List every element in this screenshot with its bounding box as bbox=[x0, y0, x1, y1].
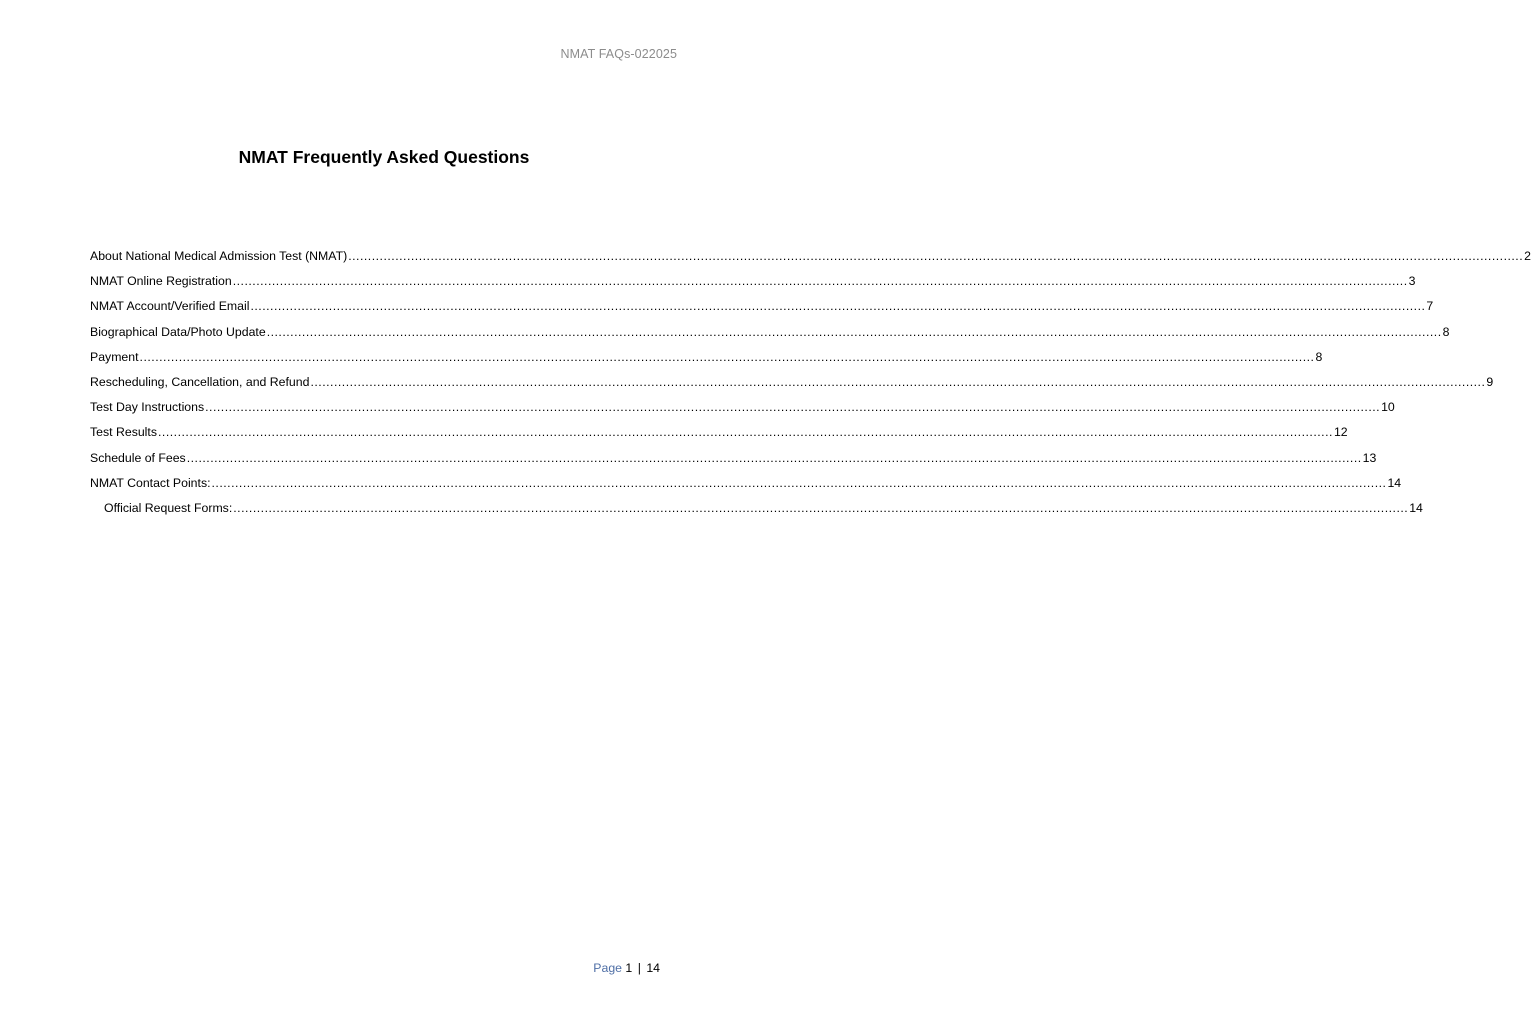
toc-entry-page-number: 8 bbox=[1442, 324, 1450, 339]
toc-entry[interactable] bbox=[90, 397, 1395, 422]
toc-entry-label: Official Request Forms: bbox=[104, 500, 233, 515]
toc-dot-leader: ............................................................................................................................................................................................................................................................................................................ bbox=[232, 274, 1408, 289]
toc-entry-page-number: 13 bbox=[1362, 450, 1377, 465]
toc-entry[interactable] bbox=[90, 271, 1416, 296]
toc-entry-label: NMAT Account/Verified Email bbox=[90, 299, 250, 314]
footer-separator: | bbox=[637, 961, 641, 975]
header-reference: NMAT FAQs-022025 bbox=[560, 47, 677, 61]
page-footer bbox=[593, 961, 660, 975]
toc-entry[interactable] bbox=[90, 322, 1450, 347]
toc-entry-page-number: 8 bbox=[1315, 349, 1323, 364]
toc-entry-page-number: 14 bbox=[1409, 500, 1423, 515]
toc-entry-page-number: 3 bbox=[1408, 274, 1416, 289]
toc-entry-label: Test Results bbox=[90, 425, 157, 440]
toc-entry-page-number: 9 bbox=[1486, 374, 1494, 389]
toc-entry-label: Test Day Instructions bbox=[90, 400, 205, 415]
toc-entry[interactable] bbox=[90, 372, 1494, 397]
toc-entry-label: Schedule of Fees bbox=[90, 450, 186, 465]
toc-entry[interactable] bbox=[90, 498, 1423, 523]
toc-entry-page-number: 2 bbox=[1524, 249, 1531, 263]
toc-entry[interactable] bbox=[90, 296, 1434, 321]
toc-entry-label: NMAT Contact Points: bbox=[90, 475, 211, 490]
table-of-contents bbox=[90, 246, 1531, 523]
toc-entry-label: About National Medical Admission Test (NMAT) bbox=[90, 249, 348, 263]
toc-dot-leader: ............................................................................................................................................................................................................................................................................................................ bbox=[205, 400, 1381, 415]
toc-entry[interactable] bbox=[90, 448, 1377, 473]
toc-entry-label: NMAT Online Registration bbox=[90, 274, 232, 289]
toc-entry-page-number: 14 bbox=[1387, 475, 1402, 490]
footer-total-pages: 14 bbox=[646, 961, 660, 975]
toc-dot-leader: ............................................................................................................................................................................................................................................................................................................ bbox=[211, 475, 1387, 490]
toc-dot-leader: ............................................................................................................................................................................................................................................................................................................ bbox=[250, 299, 1426, 314]
toc-dot-leader: ............................................................................................................................................................................................................................................................................................................ bbox=[157, 425, 1333, 440]
toc-dot-leader: ............................................................................................................................................................................................................................................................................................................ bbox=[139, 349, 1315, 364]
toc-entry-page-number: 10 bbox=[1381, 400, 1395, 415]
toc-dot-leader: ............................................................................................................................................................................................................................................................................................................ bbox=[186, 450, 1362, 465]
toc-entry-label: Rescheduling, Cancellation, and Refund bbox=[90, 374, 310, 389]
toc-dot-leader: ............................................................................................................................................................................................................................................................................................................ bbox=[233, 500, 1409, 515]
toc-entry[interactable] bbox=[90, 422, 1348, 447]
toc-entry[interactable] bbox=[90, 473, 1402, 498]
footer-current-page: 1 bbox=[625, 961, 633, 975]
toc-dot-leader: ............................................................................................................................................................................................................................................................................................................ bbox=[266, 324, 1442, 339]
footer-page-word: Page bbox=[593, 961, 622, 975]
toc-entry[interactable] bbox=[90, 347, 1323, 372]
toc-dot-leader: ............................................................................................................................................................................................................................................................................................................ bbox=[348, 249, 1524, 263]
toc-entry-page-number: 12 bbox=[1333, 425, 1348, 440]
toc-entry-label: Biographical Data/Photo Update bbox=[90, 324, 266, 339]
toc-entry-label: Payment bbox=[90, 349, 139, 364]
toc-entry[interactable] bbox=[90, 246, 1531, 271]
toc-entry-page-number: 7 bbox=[1426, 299, 1434, 314]
toc-dot-leader: ............................................................................................................................................................................................................................................................................................................ bbox=[310, 374, 1486, 389]
document-title: NMAT Frequently Asked Questions bbox=[238, 147, 530, 167]
